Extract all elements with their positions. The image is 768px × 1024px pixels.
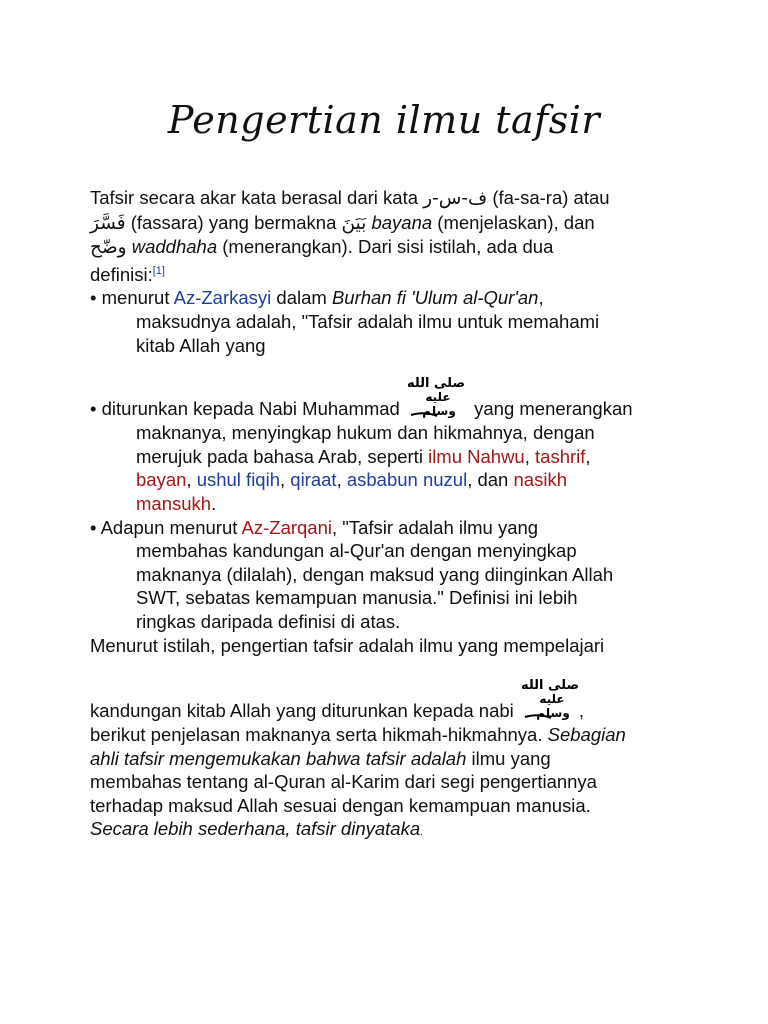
svg-text:عليه: عليه	[425, 390, 451, 405]
para2-line-7: Secara lebih sederhana, tafsir dinyataka.	[90, 818, 423, 840]
bullet-zarqani-line-3: maknanya (dilalah), dengan maksud yang diinginkan Allah	[136, 563, 614, 585]
intro-line-4: definisi:[1]	[90, 263, 165, 285]
bullet-zarqani: • Adapun menurut Az-Zarqani, "Tafsir adalah ilmu yang	[90, 516, 539, 538]
link-az-zarkasyi[interactable]: Az-Zarkasyi	[173, 287, 272, 309]
intro-line-2: فَسَّرَ (fassara) yang bermakna بَيَنَ bayana (menjelaskan), dan	[90, 211, 595, 234]
arabic-fassara: فَسَّرَ	[90, 212, 126, 234]
document-body	[90, 186, 690, 845]
bullet-zarkasyi-line-3: kitab Allah yang	[136, 334, 266, 356]
link-asbabun-nuzul[interactable]: asbabun nuzul	[346, 469, 468, 491]
link-nasikh[interactable]: nasikh	[513, 469, 567, 491]
bullet-zarqani-line-5: ringkas daripada definisi di atas.	[136, 610, 401, 632]
bullet-nabi-line-2: maknanya, menyingkap hukum dan hikmahnya, dengan	[136, 422, 595, 444]
bullet-nabi: • diturunkan kepada Nabi Muhammad صلى الله عليه وسلم yang menerangkan	[90, 389, 690, 421]
para2-line-5: membahas tentang al-Quran al-Karim dari segi pengertiannya	[90, 771, 597, 793]
arabic-bayana: بَيَنَ	[341, 212, 367, 234]
page-title: Pengertian ilmu tafsir	[167, 98, 601, 142]
link-ushul-fiqih[interactable]: ushul fiqih	[196, 469, 280, 491]
link-az-zarqani[interactable]: Az-Zarqani	[241, 516, 332, 538]
bullet-zarqani-line-2: membahas kandungan al-Qur'an dengan menyingkap	[136, 540, 577, 562]
link-mansukh[interactable]: mansukh	[136, 492, 212, 514]
svg-text:وسلم: وسلم	[536, 706, 570, 721]
link-qiraat[interactable]: qiraat	[290, 469, 337, 491]
intro-line-1: Tafsir secara akar kata berasal dari kata ف-س-ر (fa-sa-ra) atau	[90, 187, 610, 209]
bullet-nabi-line-5: mansukh.	[136, 492, 217, 514]
para2-line-6: terhadap maksud Allah sesuai dengan kemampuan manusia.	[90, 794, 591, 816]
para2-line-1: Menurut istilah, pengertian tafsir adalah ilmu yang mempelajari	[90, 634, 605, 656]
arabic-waddhaha: وضّح	[90, 237, 127, 259]
para2-line-2: kandungan kitab Allah yang diturunkan kepada nabi صلى الله عليه وسلم ,	[90, 691, 690, 723]
svg-text:صلى الله: صلى الله	[407, 376, 465, 392]
svg-text:وسلم: وسلم	[422, 404, 456, 419]
footnote-link[interactable]: [1]	[152, 264, 165, 277]
salawat-calligraphy-icon	[407, 371, 465, 421]
bullet-nabi-line-4: bayan, ushul fiqih, qiraat, asbabun nuzul, dan nasikh	[136, 469, 567, 491]
bullet-zarqani-line-4: SWT, sebatas kemampuan manusia." Definisi ini lebih	[136, 587, 578, 609]
svg-text:صلى الله: صلى الله	[520, 678, 579, 694]
svg-text:عليه: عليه	[539, 692, 565, 707]
link-ilmu-nahwu[interactable]: ilmu Nahwu	[428, 445, 525, 467]
bullet-nabi-line-3: merujuk pada bahasa Arab, seperti ilmu Nahwu, tashrif,	[136, 445, 591, 467]
link-bayan[interactable]: bayan	[136, 469, 187, 491]
bullet-zarkasyi-line-2: maksudnya adalah, "Tafsir adalah ilmu untuk memahami	[136, 310, 600, 332]
link-tashrif[interactable]: tashrif	[535, 445, 586, 467]
para2-line-4: ahli tafsir mengemukakan bahwa tafsir adalah ilmu yang	[90, 747, 551, 769]
salawat-calligraphy-icon	[521, 673, 579, 723]
para2-line-3: berikut penjelasan maknanya serta hikmah-hikmahnya. Sebagian	[90, 724, 626, 746]
bullet-zarkasyi: • menurut Az-Zarkasyi dalam Burhan fi 'Ulum al-Qur'an,	[90, 287, 544, 309]
arabic-root: ف-س-ر	[423, 188, 488, 209]
intro-line-3: وضّح waddhaha (menerangkan). Dari sisi istilah, ada dua	[90, 236, 554, 259]
